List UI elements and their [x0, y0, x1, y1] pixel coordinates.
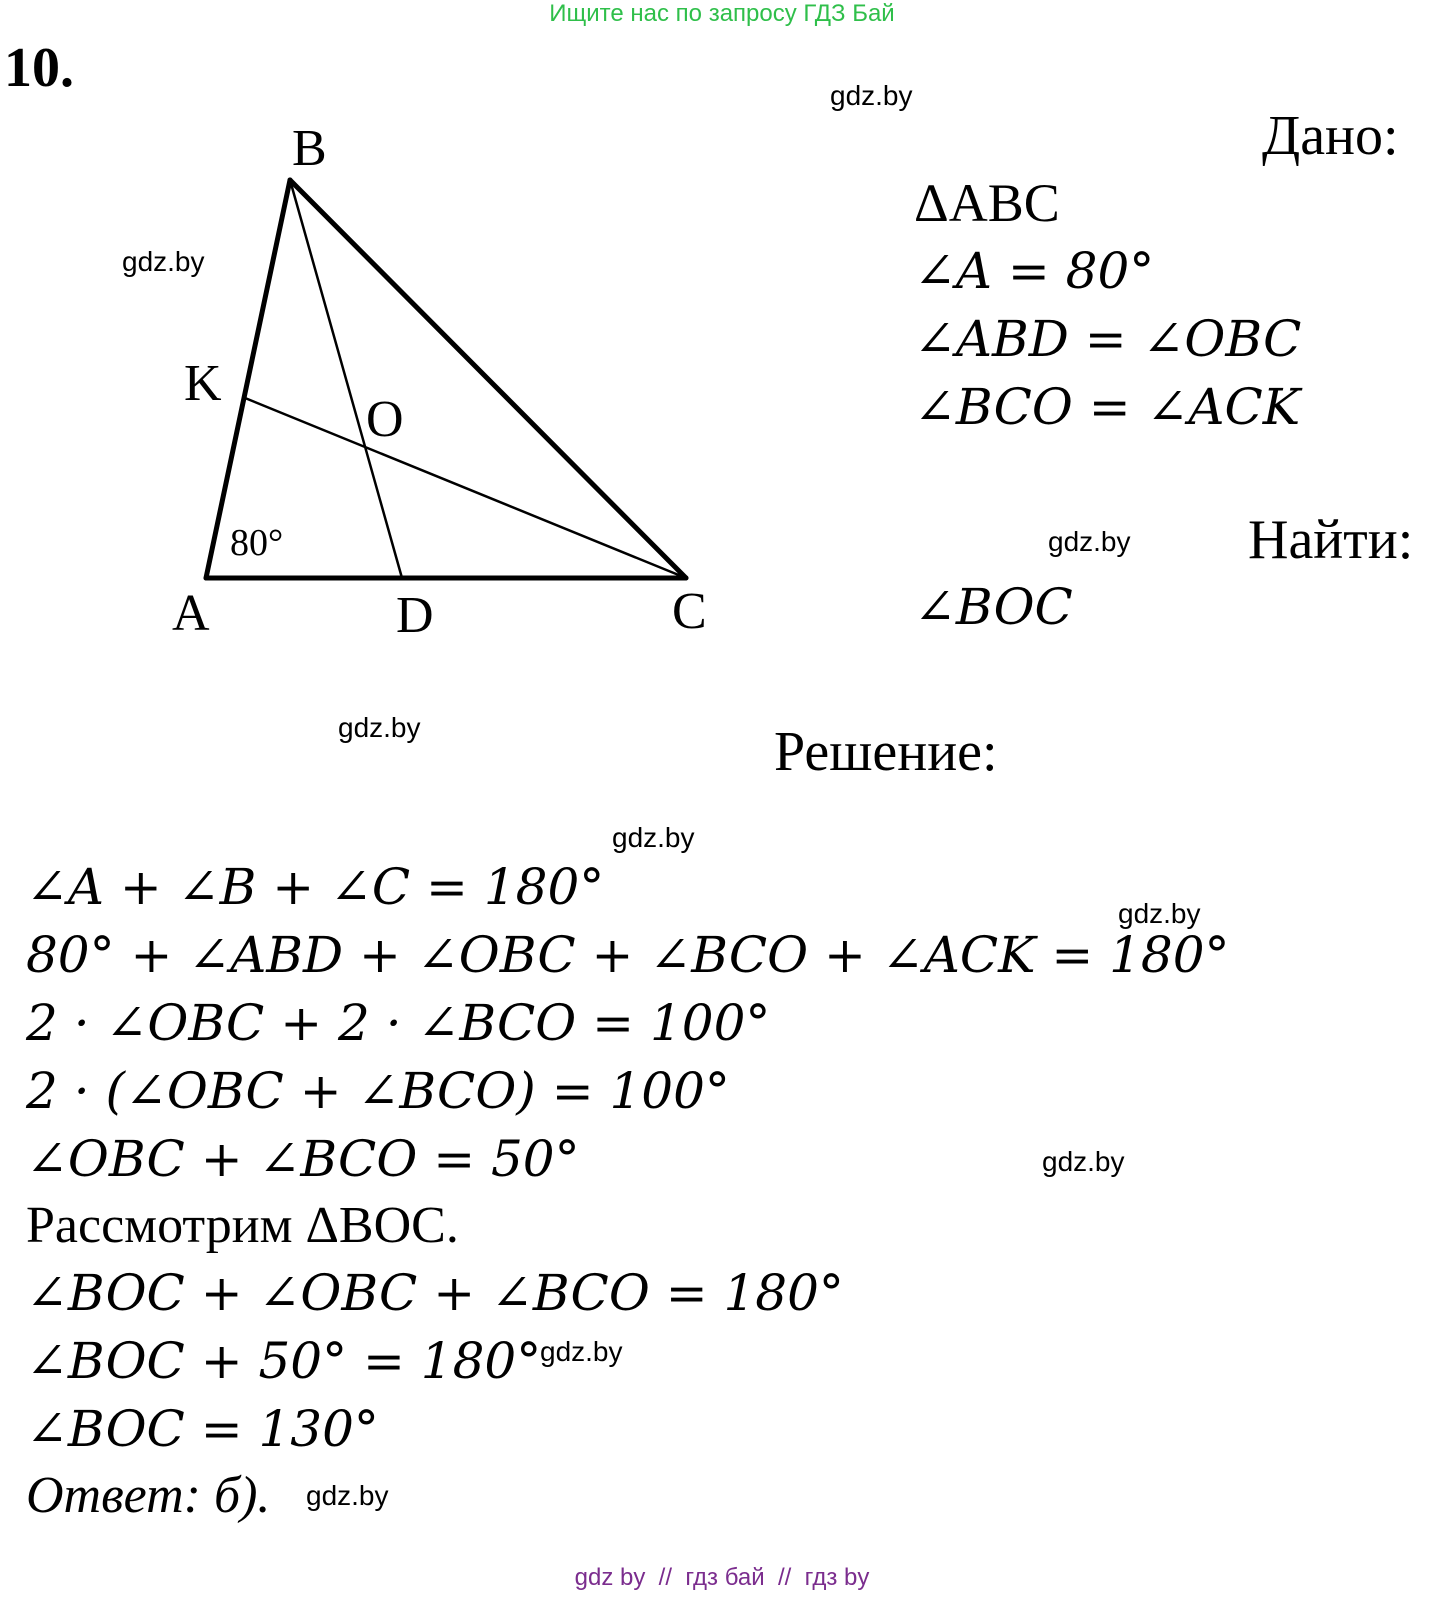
watermark: gdz.by [830, 80, 913, 111]
vertex-label-k: K [184, 355, 222, 412]
problem-number: 10. [4, 37, 74, 99]
point-label-d: D [396, 587, 434, 644]
find-heading: Найти: [1248, 509, 1414, 571]
watermark: gdz.by [612, 822, 695, 853]
solution-line: ∠OBC + ∠BCO = 50° [26, 1130, 580, 1188]
vertex-label-a: A [172, 585, 210, 642]
angle-a-label: 80° [230, 522, 284, 564]
vertex-label-b: B [292, 120, 327, 177]
solution-line: ∠A + ∠B + ∠C = 180° [26, 858, 605, 916]
solution-line: 2 · ∠OBC + 2 · ∠BCO = 100° [26, 994, 771, 1052]
solution-heading: Решение: [774, 721, 998, 783]
vertex-label-c: C [672, 583, 707, 640]
given-line: ΔABC [914, 173, 1060, 233]
watermark: gdz.by [1042, 1146, 1125, 1177]
watermark: gdz.by [338, 712, 421, 743]
answer-line: Ответ: б). [26, 1467, 271, 1524]
given-heading: Дано: [1262, 105, 1399, 167]
watermark: gdz.by [306, 1480, 389, 1511]
given-line: ∠A = 80° [914, 242, 1155, 300]
search-banner[interactable]: Ищите нас по запросу ГДЗ Бай [549, 0, 895, 27]
given-line: ∠BCO = ∠ACK [914, 378, 1301, 436]
watermark: gdz.by [1118, 898, 1201, 929]
solution-line: 80° + ∠ABD + ∠OBC + ∠BCO + ∠ACK = 180° [26, 926, 1230, 984]
solution-line: Рассмотрим ΔBOC. [26, 1197, 459, 1254]
footer-links[interactable]: gdz by // гдз бай // гдз by [574, 1564, 870, 1591]
watermark: gdz.by [1048, 526, 1131, 557]
side-bc [290, 180, 686, 578]
solution-line: ∠BOC = 130° [26, 1400, 379, 1458]
solution-line: ∠BOC + ∠OBC + ∠BCO = 180° [26, 1264, 844, 1322]
solution-line: 2 · (∠OBC + ∠BCO) = 100° [26, 1062, 730, 1120]
point-label-o: O [366, 391, 404, 448]
watermark: gdz.by [540, 1336, 623, 1367]
triangle-figure [0, 0, 760, 680]
watermark: gdz.by [122, 246, 205, 277]
given-line: ∠ABD = ∠OBC [914, 310, 1302, 368]
find-line: ∠BOC [914, 578, 1073, 636]
solution-line: ∠BOC + 50° = 180° [26, 1332, 542, 1390]
segment-ck [245, 398, 686, 578]
